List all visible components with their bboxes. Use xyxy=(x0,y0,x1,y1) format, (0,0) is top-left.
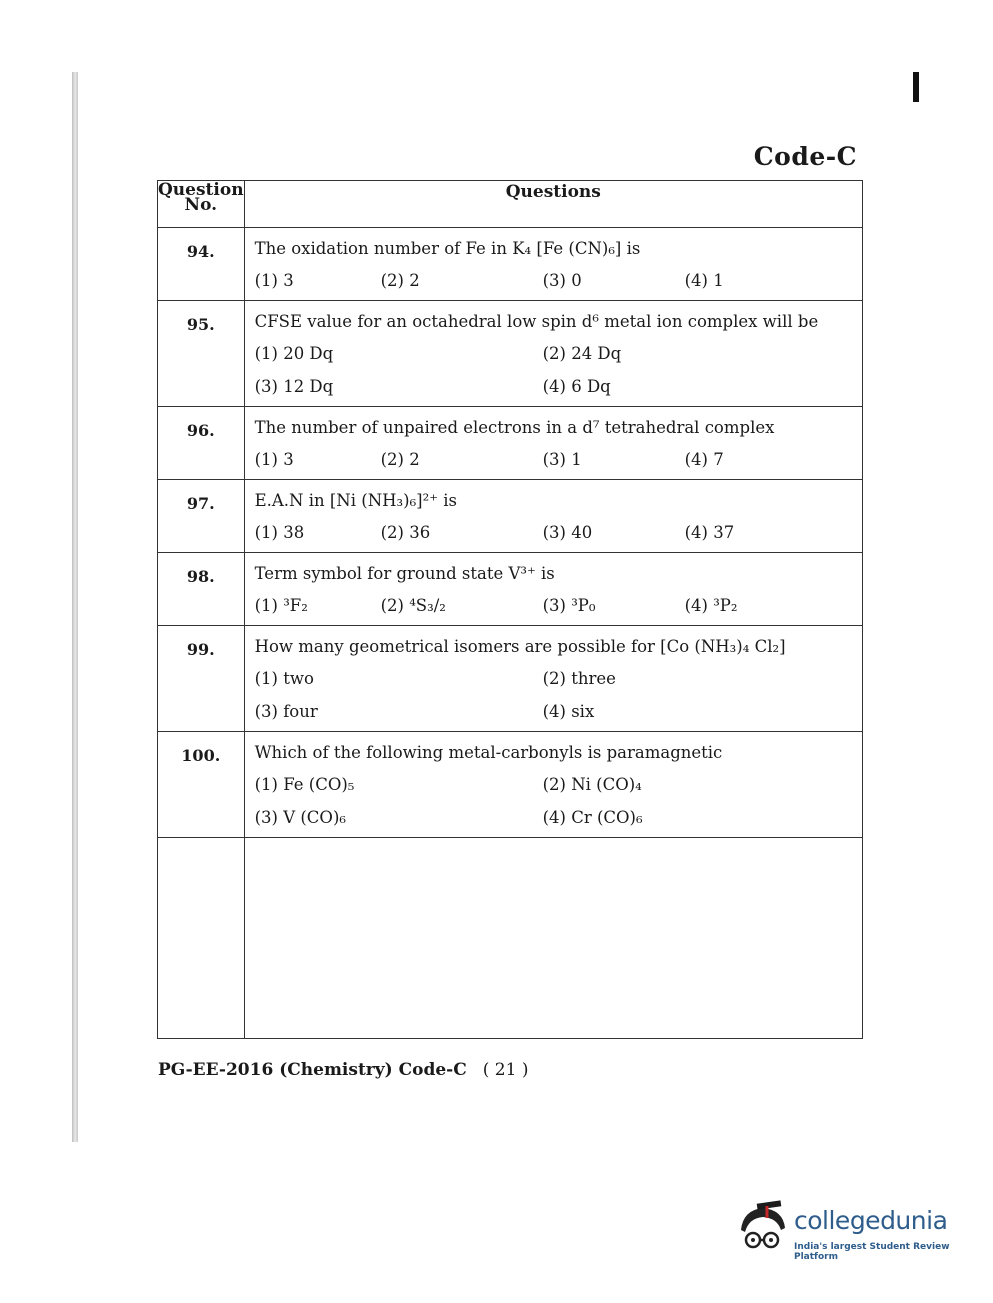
option: (4) 37 xyxy=(684,523,735,542)
question-stem: E.A.N in [Ni (NH₃)₆]²⁺ is xyxy=(254,491,457,510)
col-header-questions: Questions xyxy=(244,181,862,228)
question-row xyxy=(158,228,863,301)
brand-tagline: India's largest Student Review Platform xyxy=(794,1242,950,1262)
question-row xyxy=(158,553,863,626)
page-code: Code-C xyxy=(753,142,857,171)
option: (3) 1 xyxy=(542,450,582,469)
question-stem: How many geometrical isomers are possible for [Co (NH₃)₄ Cl₂] xyxy=(254,637,786,656)
footer-exam-code: PG-EE-2016 (Chemistry) Code-C xyxy=(158,1060,467,1080)
question-stem: Which of the following metal-carbonyls is paramagnetic xyxy=(254,743,723,762)
question-stem: Term symbol for ground state V³⁺ is xyxy=(254,564,555,583)
option: (2) 2 xyxy=(380,271,420,290)
option: (1) Fe (CO)₅ xyxy=(254,775,355,794)
brand-name: collegedunia xyxy=(794,1206,948,1235)
option: (2) three xyxy=(542,669,616,688)
question-number: 94. xyxy=(158,228,245,301)
question-row xyxy=(158,626,863,732)
empty-row xyxy=(158,838,863,1039)
option: (3) 12 Dq xyxy=(254,377,334,396)
option: (2) 24 Dq xyxy=(542,344,622,363)
question-number: 96. xyxy=(158,407,245,480)
question-row xyxy=(158,732,863,838)
question-row xyxy=(158,407,863,480)
option: (3) 40 xyxy=(542,523,593,542)
option: (2) ⁴S₃/₂ xyxy=(380,596,446,615)
option: (1) 3 xyxy=(254,450,294,469)
option: (1) 38 xyxy=(254,523,305,542)
option: (4) six xyxy=(542,702,595,721)
question-row xyxy=(158,480,863,553)
question-table xyxy=(157,180,863,1039)
option: (4) 1 xyxy=(684,271,724,290)
registration-mark xyxy=(913,72,919,102)
option: (4) ³P₂ xyxy=(684,596,738,615)
mascot-icon xyxy=(737,1200,793,1260)
option: (4) 6 Dq xyxy=(542,377,611,396)
option: (2) 2 xyxy=(380,450,420,469)
option: (2) 36 xyxy=(380,523,431,542)
option: (3) four xyxy=(254,702,318,721)
option: (1) 20 Dq xyxy=(254,344,334,363)
option: (1) two xyxy=(254,669,314,688)
question-row xyxy=(158,301,863,407)
scan-edge xyxy=(72,72,78,1142)
page-number: ( 21 ) xyxy=(482,1060,529,1080)
option: (4) 7 xyxy=(684,450,724,469)
option: (3) 0 xyxy=(542,271,582,290)
option: (3) ³P₀ xyxy=(542,596,596,615)
question-number: 99. xyxy=(158,626,245,732)
col-header-qno: Question No. xyxy=(158,181,245,228)
option: (4) Cr (CO)₆ xyxy=(542,808,643,827)
question-number: 100. xyxy=(158,732,245,838)
question-stem: CFSE value for an octahedral low spin d⁶ metal ion complex will be xyxy=(254,312,819,331)
option: (1) 3 xyxy=(254,271,294,290)
question-number: 97. xyxy=(158,480,245,553)
table-header-row xyxy=(158,181,863,228)
option: (1) ³F₂ xyxy=(254,596,308,615)
page-footer xyxy=(158,1060,528,1080)
option: (3) V (CO)₆ xyxy=(254,808,346,827)
option: (2) Ni (CO)₄ xyxy=(542,775,642,794)
question-stem: The oxidation number of Fe in K₄ [Fe (CN)₆] is xyxy=(254,239,641,258)
question-number: 95. xyxy=(158,301,245,407)
question-stem: The number of unpaired electrons in a d⁷ tetrahedral complex xyxy=(254,418,775,437)
collegedunia-watermark xyxy=(737,1200,962,1260)
question-number: 98. xyxy=(158,553,245,626)
